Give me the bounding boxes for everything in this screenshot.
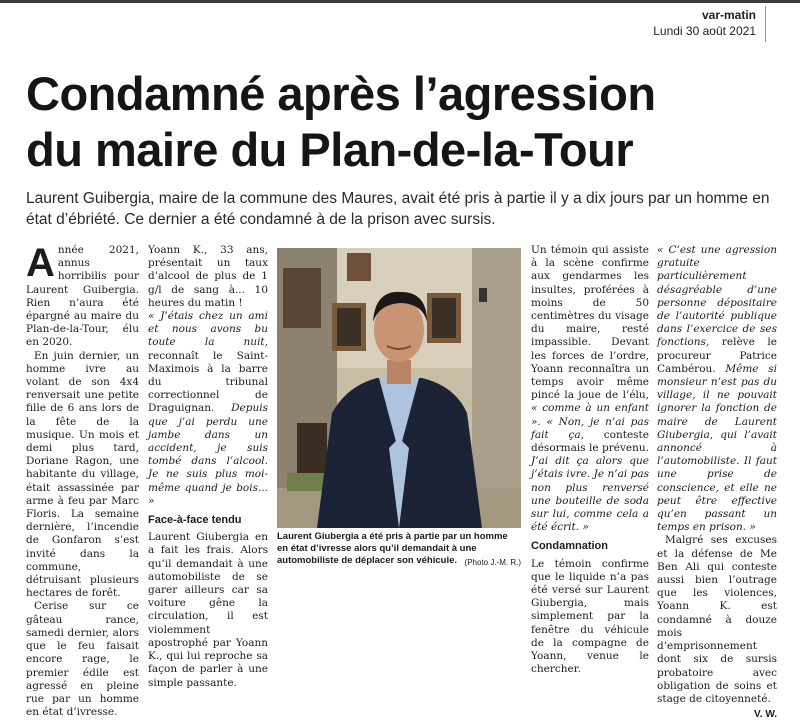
photo-credit: (Photo J.-M. R.) [464, 558, 521, 567]
headline-line-2: du maire du Plan-de-la-Tour [26, 123, 634, 176]
paragraph: Yoann K., 33 ans, présentait un taux d’alcool de plus de 1 g/l de sang à... 10 heures du matin ! [148, 244, 268, 309]
paragraph-text: Un témoin qui assiste à la scène confirme aux gendarmes les insultes, proférées à moins de 50 centimètres du visage du maire, resté impassible. Devant les forces de l’ordre, Yoann reconnaîtra un temps avoir même pincé la joue de l’élu, [531, 244, 649, 402]
quote: « C’est une agression gratuite particulièrement désagréable d’une personne dépositaire de l’autorité publique dans l’exercice de ses fonctions, [657, 244, 777, 349]
paragraph: En juin dernier, un homme ivre au volant de son 4x4 renversait une petite fille de 6 ans lors de la fête de la musique. Un mois et demi plus tard, Doriane Ragon, une habitante du village, était assassinée par arme à feu par Marc Floris. La semaine dernière, l’incendie de Gonfaron s’est invité dans la commune, détruisant plusieurs hectares de forêt. [26, 349, 139, 600]
subheading: Condamnation [531, 540, 608, 553]
paragraph: Laurent Giubergia en a fait les frais. Alors qu’il demandait à une automobiliste de se garer ailleurs car sa voiture gêne la circulation, il est violemment apostrophé par Yoann K., qui lui reproche sa façon de parler à une simple passante. [148, 531, 268, 689]
column-4 [531, 244, 649, 677]
paragraph: nnée 2021, annus horribilis pour Laurent Guibergia. Rien n’aura été épargné au maire du Plan-de-la-Tour, élu en 2020. [26, 244, 139, 349]
paragraph [657, 244, 777, 534]
quote: J’ai dit ça alors que j’étais ivre. Je n’ai pas non plus renversé une bouteille de soda sur lui, comme cela a été écrit. » [531, 455, 649, 534]
subheading: Face-à-face tendu [148, 514, 242, 527]
quote: « comme à un enfant ». « Non, je n’ai pas fait ça, [531, 402, 649, 441]
paragraph: Malgré ses excuses et la défense de Me Ben Ali qui conteste aussi bien l’outrage que les violences, Yoann K. est condamné à douze mois d’emprisonnement dont six de sursis probatoire avec obligation de soins et stage de citoyenneté. [657, 534, 777, 705]
quote: « J’étais chez un ami et nous avons bu toute la nuit, [148, 310, 268, 349]
masthead [0, 0, 800, 46]
paragraph [531, 244, 649, 534]
drop-cap: A [26, 241, 55, 285]
headline [26, 66, 786, 178]
top-rule [0, 0, 800, 3]
quote: Même si monsieur n’est pas du village, il ne pouvait ignorer la fonction de maire de Laurent Giubergia, qui l’avait annoncé à l’automobiliste. Il faut une prise de conscience, et elle ne peut être effective qu’en passant un temps en prison. » [657, 362, 777, 534]
paragraph-text: conteste désormais le prévenu. [531, 428, 649, 455]
quote: Depuis que j’ai perdu une jambe dans un accident, je suis tombé dans l’alcool. Je ne suis plus moi-même quand je bois... » [148, 402, 268, 507]
photo-caption [277, 531, 521, 569]
issue-date: Lundi 30 août 2021 [653, 24, 756, 38]
headline-line-1: Condamné après l’agression [26, 67, 656, 120]
paragraph-text: relève le procureur Patrice Cambérou. [657, 336, 777, 375]
newspaper-brand: var-matin [701, 8, 756, 22]
mayor-photo [277, 248, 521, 528]
caption-text: Laurent Giubergia a été pris à partie par un homme en état d’ivresse alors qu’il demandait à une automobiliste de déplacer son véhicule. [277, 531, 508, 566]
masthead-divider [765, 6, 766, 42]
photo-illustration [277, 248, 521, 528]
column-5 [657, 244, 777, 721]
column-1 [26, 241, 139, 719]
paragraph: Cerise sur ce gâteau rance, samedi dernier, alors que le feu faisait encore rage, le premier édile est agressé en pleine rue par un homme en état d’ivresse. [26, 600, 139, 719]
column-2 [148, 244, 268, 690]
paragraph [148, 310, 268, 508]
standfirst: Laurent Guibergia, maire de la commune des Maures, avait été pris à partie il y a dix jours par un homme en état d’ébriété. Ce dernier a été condamné à de la prison avec sursis. [26, 190, 770, 228]
paragraph-text: reconnaît le Saint-Maximois à la barre du tribunal correctionnel de Draguignan. [148, 349, 268, 415]
paragraph: Le témoin confirme que le liquide n’a pas été versé sur Laurent Giubergia, mais simplement par la fenêtre du véhicule de la compagne de Yoann, venue le chercher. [531, 557, 649, 676]
author-signature: V. W. [754, 709, 777, 721]
